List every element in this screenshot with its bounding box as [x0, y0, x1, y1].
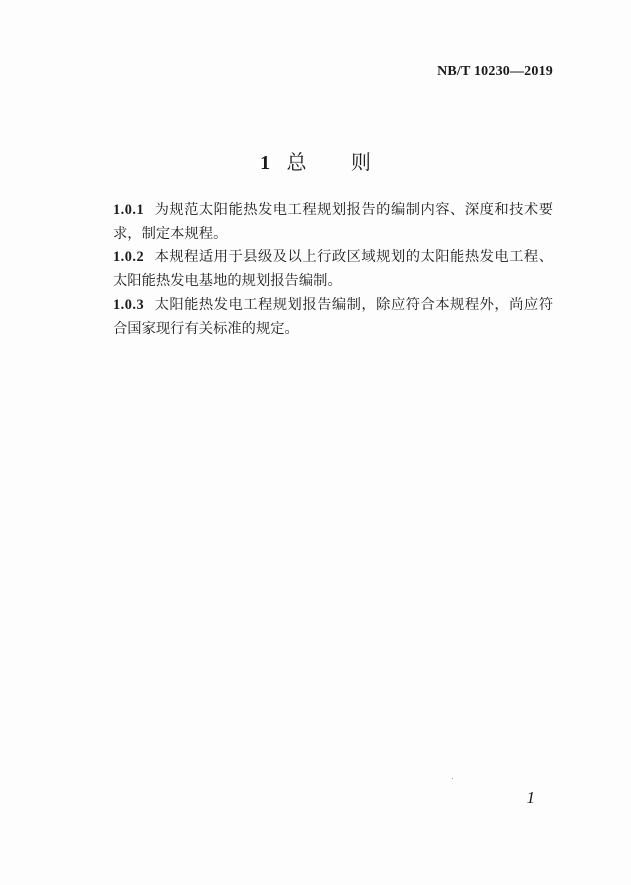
clause-1-0-1 — [113, 199, 553, 246]
standard-code: NB/T 10230—2019 — [437, 64, 553, 79]
clause-number: 1.0.3 — [113, 296, 145, 313]
chapter-heading — [0, 146, 631, 175]
clause-1-0-2 — [113, 246, 553, 293]
scan-speck — [452, 778, 453, 779]
clause-text: 太阳能热发电工程规划报告编制，除应符合本规程外，尚应符合国家现行有关标准的规定。 — [113, 296, 553, 337]
clause-text: 本规程适用于县级及以上行政区域规划的太阳能热发电工程、太阳能热发电基地的规划报告编制。 — [113, 249, 553, 290]
clauses-body — [113, 199, 553, 341]
clause-number: 1.0.1 — [113, 202, 145, 218]
chapter-title-part1: 总 — [286, 150, 307, 174]
chapter-title-part2: 则 — [350, 150, 371, 174]
clause-1-0-3 — [113, 294, 553, 341]
page-number: 1 — [526, 788, 535, 807]
chapter-number: 1 — [260, 152, 271, 174]
clause-number: 1.0.2 — [113, 249, 145, 266]
clause-text: 为规范太阳能热发电工程规划报告的编制内容、深度和技术要求，制定本规程。 — [113, 202, 553, 242]
